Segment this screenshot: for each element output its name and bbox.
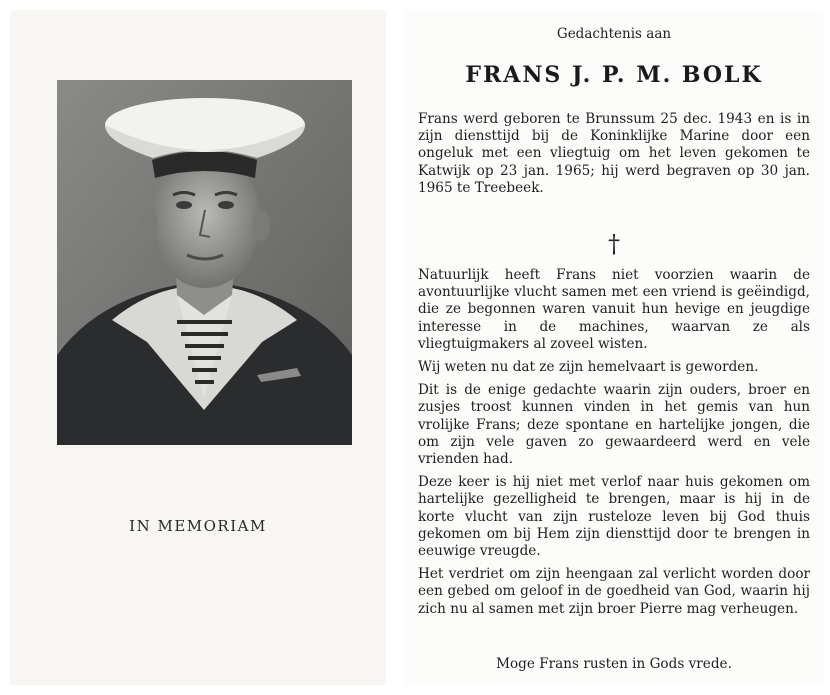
paragraph: Deze keer is hij niet met verlof naar huis gekomen om hartelijke gezelligheid te brengen, maar is hij in de korte vlucht van zijn rusteloze leven bij God thuis gekomen om bij Hem zijn diensttijd door te brengen in eeuwige vreugde. <box>418 474 810 560</box>
paragraph: Dit is de enige gedachte waarin zijn ouders, broer en zusjes troost kunnen vinden in het gemis van hun vrolijke Frans; deze spontane en hartelijke jongen, die om zijn vele gaven zo gewaardeerd werd en vele vrienden had. <box>418 382 810 468</box>
cross-icon: † <box>608 230 620 258</box>
closing-blessing: Moge Frans rusten in Gods vrede. <box>496 656 732 672</box>
remembrance-heading: Gedachtenis aan <box>556 26 672 42</box>
paragraph: Het verdriet om zijn heengaan zal verlicht worden door een gebed om geloof in de goedheid van God, waarin hij zich nu al samen met zijn broer Pierre mag verheugen. <box>418 566 810 617</box>
portrait-illustration <box>57 80 352 445</box>
portrait-photo <box>57 80 352 445</box>
paragraph: Wij weten nu dat ze zijn hemelvaart is geworden. <box>418 359 759 376</box>
paragraph: Natuurlijk heeft Frans niet voorzien waarin de avontuurlijke vlucht samen met een vriend is geëindigd, die ze begonnen waren vanuit hun hevige en jeugdige interesse in de machines, waarvan ze als vliegtuigmakers al zoveel wisten. <box>418 267 810 352</box>
left-card <box>10 10 386 685</box>
in-memoriam-caption: IN MEMORIAM <box>129 517 267 535</box>
biography-intro <box>418 111 810 203</box>
right-card <box>405 10 823 685</box>
memorial-text <box>418 267 810 624</box>
deceased-name: FRANS J. P. M. BOLK <box>465 62 763 88</box>
intro-paragraph: Frans werd geboren te Brunssum 25 dec. 1943 en is in zijn diensttijd bij de Koninklijke Marine door een ongeluk met een vliegtuig om het leven gekomen te Katwijk op 23 jan. 1965; hij werd begraven op 30 jan. 1965 te Treebeek. <box>418 111 810 196</box>
